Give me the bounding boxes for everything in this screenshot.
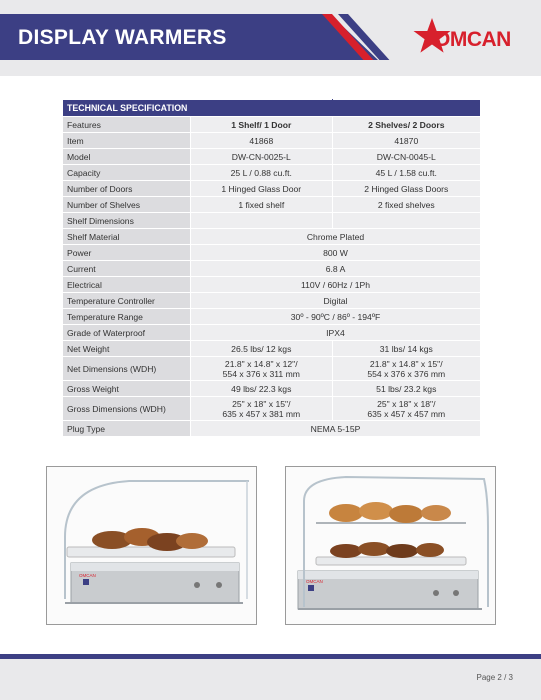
cell-model-1: 1 Hinged Glass Door [191, 181, 333, 197]
display-warmer-2-illustration [286, 467, 496, 625]
cell-model-1: 25 L / 0.88 cu.ft. [191, 165, 333, 181]
row-label: Electrical [63, 277, 191, 293]
logo-wordmark: OMCAN [434, 28, 511, 51]
cell-shared: 110V / 60Hz / 1Ph [191, 277, 481, 293]
table-row [63, 261, 481, 277]
row-label: Current [63, 261, 191, 277]
row-label: Power [63, 245, 191, 261]
cell-shared: Digital [191, 293, 481, 309]
dims-metric: 635 x 457 x 381 mm [222, 408, 301, 419]
table-heading-blank [332, 100, 480, 117]
row-label: Number of Shelves [63, 197, 191, 213]
page-footer [0, 659, 541, 700]
table-row [63, 293, 481, 309]
dims-imperial: 21.8" x 14.8" x 12"/ [224, 358, 298, 369]
table-header-row [63, 100, 481, 117]
row-label: Capacity [63, 165, 191, 181]
row-label: Shelf Material [63, 229, 191, 245]
table-row [63, 213, 481, 229]
row-label: Plug Type [63, 421, 191, 437]
photo-brand-label: OMCAN [306, 579, 323, 584]
cell-model-2 [332, 397, 480, 421]
row-label: Number of Doors [63, 181, 191, 197]
page-number: Page 2 / 3 [476, 673, 513, 682]
row-label: Grade of Waterproof [63, 325, 191, 341]
table-row [63, 245, 481, 261]
cell-model-1: 1 fixed shelf [191, 197, 333, 213]
dims-imperial: 21.8" x 14.8" x 15"/ [369, 358, 443, 369]
table-row [63, 397, 481, 421]
cell-model-1: DW-CN-0025-L [191, 149, 333, 165]
dims-imperial: 25" x 18" x 18"/ [377, 398, 436, 409]
cell-model-1 [191, 397, 333, 421]
table-row [63, 341, 481, 357]
row-label: Temperature Range [63, 309, 191, 325]
row-label: Gross Dimensions (WDH) [63, 397, 191, 421]
table-row [63, 381, 481, 397]
cell-model-2: 41870 [332, 133, 480, 149]
page-header [0, 0, 541, 76]
table-row [63, 325, 481, 341]
table-row [63, 197, 481, 213]
technical-specification-table [62, 99, 481, 437]
table-row [63, 357, 481, 381]
table-row [63, 165, 481, 181]
cell-shared: NEMA 5-15P [191, 421, 481, 437]
table-row [63, 229, 481, 245]
table-row [63, 309, 481, 325]
cell-model-2 [332, 213, 480, 229]
omcan-logo [412, 18, 530, 56]
row-label: Features [63, 117, 191, 133]
row-label: Shelf Dimensions [63, 213, 191, 229]
table-row [63, 181, 481, 197]
cell-shared: 6.8 A [191, 261, 481, 277]
row-label: Gross Weight [63, 381, 191, 397]
cell-model-2 [332, 357, 480, 381]
photo-brand-label: OMCAN [79, 573, 96, 578]
product-photo-1-shelf [46, 466, 257, 625]
cell-model-1: 1 Shelf/ 1 Door [191, 117, 333, 133]
row-label: Net Weight [63, 341, 191, 357]
cell-model-2: 2 Shelves/ 2 Doors [332, 117, 480, 133]
product-photo-2-shelves [285, 466, 496, 625]
table-row [63, 133, 481, 149]
dims-metric: 554 x 376 x 376 mm [367, 368, 446, 379]
cell-shared: Chrome Plated [191, 229, 481, 245]
table-row [63, 421, 481, 437]
cell-shared: 30º - 90ºC / 86º - 194ºF [191, 309, 481, 325]
table-row [63, 149, 481, 165]
table-row [63, 117, 481, 133]
table-row [63, 277, 481, 293]
row-label: Net Dimensions (WDH) [63, 357, 191, 381]
cell-model-2: 31 lbs/ 14 kgs [332, 341, 480, 357]
cell-model-1: 41868 [191, 133, 333, 149]
cell-model-1: 26.5 lbs/ 12 kgs [191, 341, 333, 357]
table-heading: TECHNICAL SPECIFICATION [63, 100, 333, 117]
dims-metric: 554 x 376 x 311 mm [222, 368, 300, 379]
cell-model-1 [191, 357, 333, 381]
display-warmer-1-illustration [47, 467, 257, 625]
row-label: Item [63, 133, 191, 149]
dims-metric: 635 x 457 x 457 mm [367, 408, 446, 419]
cell-shared: 800 W [191, 245, 481, 261]
dims-imperial: 25" x 18" x 15"/ [232, 398, 291, 409]
row-label: Temperature Controller [63, 293, 191, 309]
page-title: DISPLAY WARMERS [18, 26, 227, 49]
cell-shared: IPX4 [191, 325, 481, 341]
cell-model-2: 45 L / 1.58 cu.ft. [332, 165, 480, 181]
cell-model-1: 49 lbs/ 22.3 kgs [191, 381, 333, 397]
row-label: Model [63, 149, 191, 165]
cell-model-2: DW-CN-0045-L [332, 149, 480, 165]
cell-model-1 [191, 213, 333, 229]
cell-model-2: 2 Hinged Glass Doors [332, 181, 480, 197]
cell-model-2: 51 lbs/ 23.2 kgs [332, 381, 480, 397]
cell-model-2: 2 fixed shelves [332, 197, 480, 213]
